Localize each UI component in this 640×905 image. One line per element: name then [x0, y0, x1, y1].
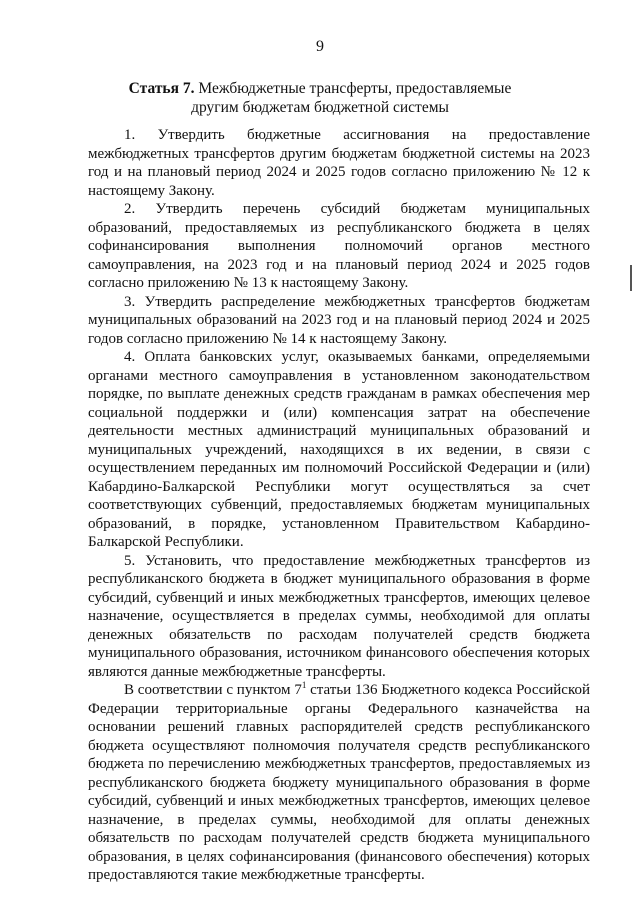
paragraph-4: 4. Оплата банковских услуг, оказываемых банками, определяемыми органами местного самоуправления в установленном законодательством порядке, по выплате денежных средств гражданам в рамках обеспечения мер социальной поддержки и (или) компенсация затрат на обеспечение деятельности местных администраций муниципальных образований и муниципальных учреждений, находящихся в их ведении, в связи с осуществлением переданных им полномочий Российской Федерации и (или) Кабардино-Балкарской Республики могут осуществляться за счет соответствующих субвенций, предоставляемых бюджетам муниципальных образований, в порядке, установленном Правительством Кабардино-Балкарской Республики.	[88, 349, 590, 550]
article-title-text: Межбюджетные трансферты, предоставляемые	[198, 80, 512, 97]
paragraph-6	[88, 681, 590, 885]
paragraph-6-superscript: 1	[301, 680, 307, 690]
page-number: 9	[316, 38, 324, 55]
article-body	[88, 126, 590, 885]
article-label: Статья 7.	[128, 80, 195, 97]
paragraph-6-rest: статьи 136 Бюджетного кодекса Российской Федерации территориальные органы Федерального казначейства на основании решений главных распорядителей средств республиканского бюджета осуществляют полномочия получателя средств республиканского бюджета по перечислению межбюджетных трансфертов, предоставляемых из республиканского бюджета бюджету муниципального образования в форме субсидий, субвенций и иных межбюджетных трансфертов, имеющих целевое назначение, в пределах суммы, необходимой для оплаты денежных обязательств по расходам получателей средств бюджета муниципального образования, в целях софинансирования (финансового обеспечения) которых предоставляются такие межбюджетные трансферты.	[88, 682, 590, 883]
paragraph-1: 1. Утвердить бюджетные ассигнования на предоставление межбюджетных трансфертов другим бюджетам бюджетной системы на 2023 год и на плановый период 2024 и 2025 годов согласно приложению № 12 к настоящему Закону.	[88, 127, 590, 199]
paragraph-6-start: В соответствии с пунктом 7	[124, 682, 302, 698]
paragraph-5: 5. Установить, что предоставление межбюджетных трансфертов из республиканского бюджета в бюджет муниципального образования в форме субсидий, субвенций и иных межбюджетных трансфертов, имеющих целевое назначение, осуществляется в пределах суммы, необходимой для оплаты денежных обязательств по расходам получателей средств бюджета муниципального образования, источником финансового обеспечения которых являются данные межбюджетные трансферты.	[88, 552, 590, 680]
scan-edge-mark	[630, 265, 632, 291]
article-heading	[60, 79, 580, 117]
paragraph-2: 2. Утвердить перечень субсидий бюджетам муниципальных образований, предоставляемых из республиканского бюджета в целях софинансирования выполнения полномочий органов местного самоуправления, на 2023 год и на плановый период 2024 и 2025 годов согласно приложению № 13 к настоящему Закону.	[88, 201, 590, 291]
article-title-line-1	[60, 79, 580, 98]
article-title-line-2: другим бюджетам бюджетной системы	[191, 99, 449, 116]
paragraph-3: 3. Утвердить распределение межбюджетных трансфертов бюджетам муниципальных образований на 2023 год и на плановый период 2024 и 2025 годов согласно приложению № 14 к настоящему Закону.	[88, 293, 590, 347]
